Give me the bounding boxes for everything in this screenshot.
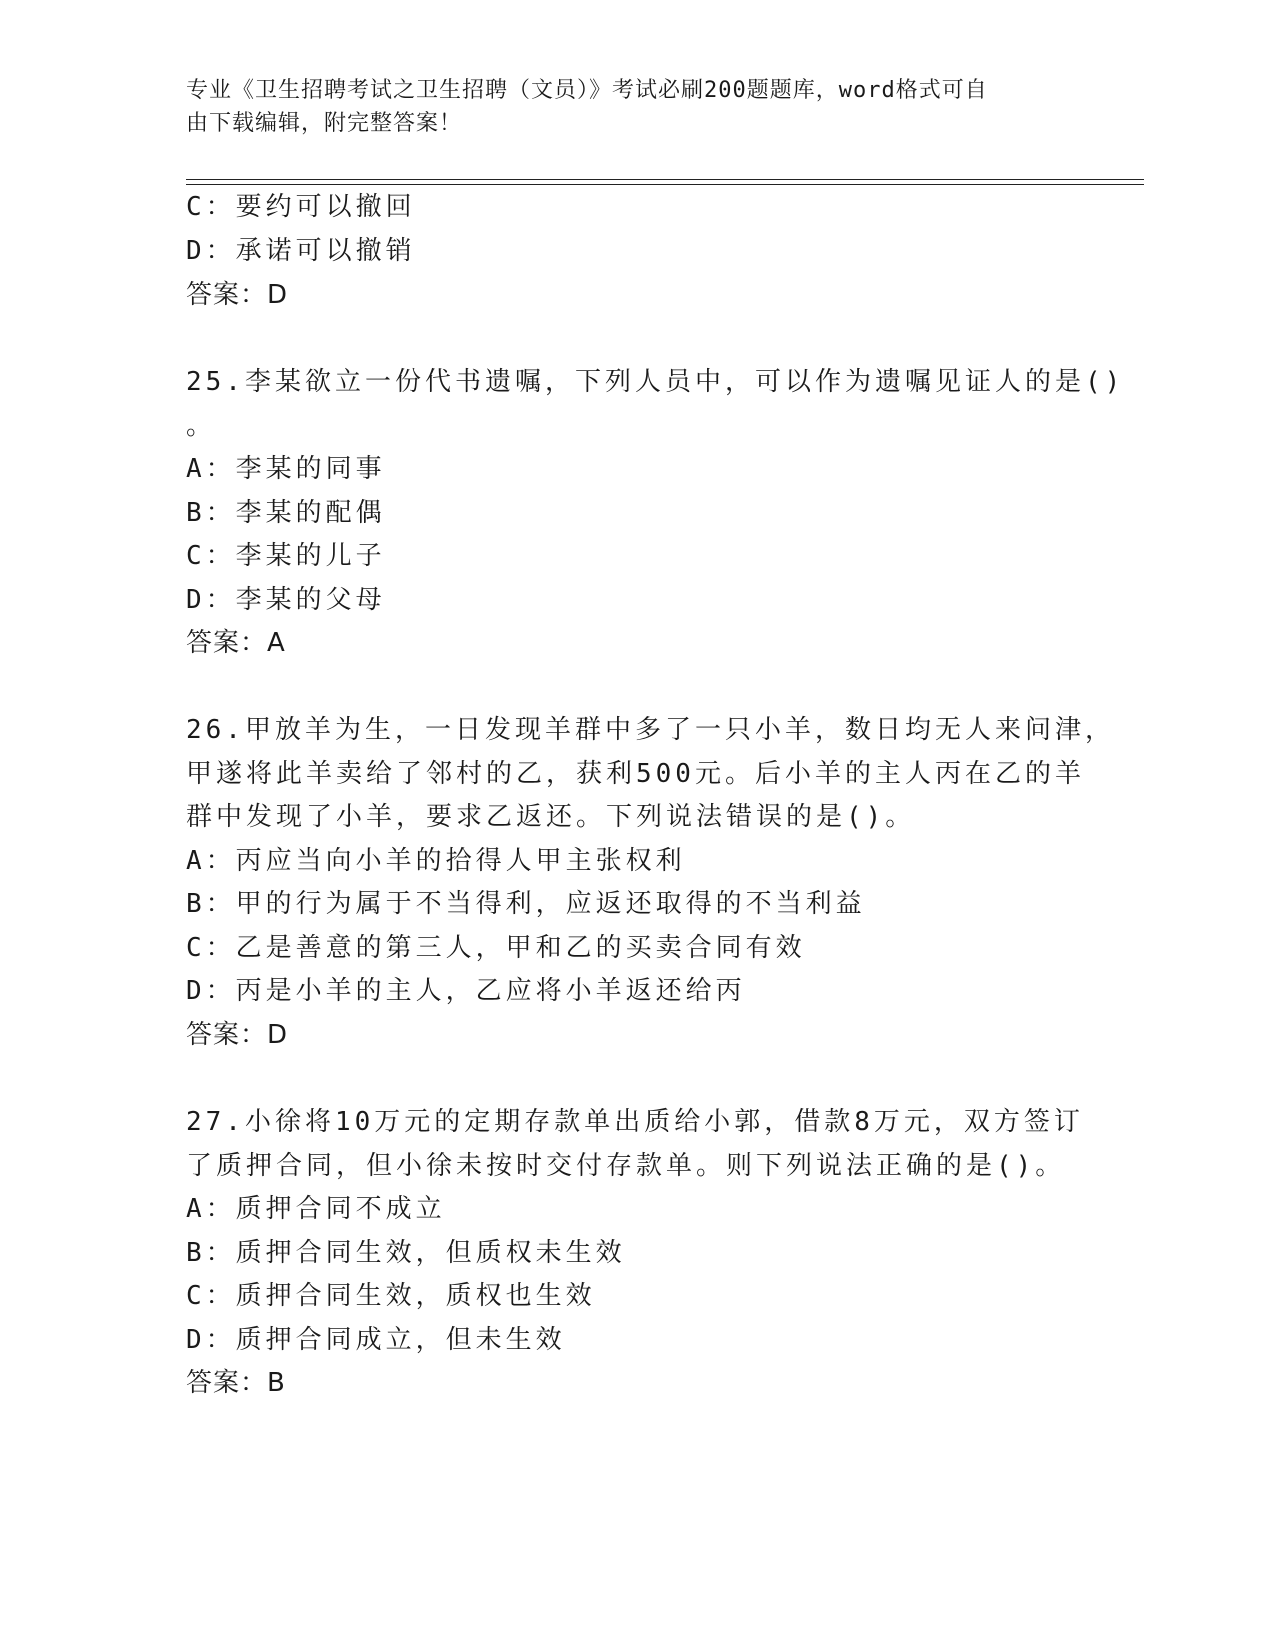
option-d: D：丙是小羊的主人，乙应将小羊返还给丙 (186, 976, 746, 1006)
option-d: D：质押合同成立，但未生效 (186, 1325, 566, 1355)
option-c: C：要约可以撤回 (186, 192, 416, 222)
option-b: B：甲的行为属于不当得利，应返还取得的不当利益 (186, 889, 866, 919)
question-stem: 甲遂将此羊卖给了邻村的乙，获利500元。后小羊的主人丙在乙的羊 (186, 759, 1085, 789)
option-b: B：李某的配偶 (186, 498, 386, 528)
question-stem: 26.甲放羊为生，一日发现羊群中多了一只小羊，数日均无人来问津， (186, 715, 1115, 745)
option-c: C：李某的儿子 (186, 541, 386, 571)
option-c: C：质押合同生效，质权也生效 (186, 1281, 596, 1311)
option-d: D：承诺可以撤销 (186, 236, 416, 266)
option-d: D：李某的父母 (186, 585, 386, 615)
option-a: A：丙应当向小羊的拾得人甲主张权利 (186, 846, 686, 876)
option-a: A：李某的同事 (186, 454, 386, 484)
option-a: A：质押合同不成立 (186, 1194, 446, 1224)
header-divider-top (186, 179, 1144, 180)
answer: 答案：A (186, 628, 286, 658)
option-b: B：质押合同生效，但质权未生效 (186, 1238, 626, 1268)
question-stem: 群中发现了小羊，要求乙返还。下列说法错误的是()。 (186, 802, 916, 832)
question-stem: 25.李某欲立一份代书遗嘱，下列人员中，可以作为遗嘱见证人的是() (186, 367, 1125, 397)
question-stem: 了质押合同，但小徐未按时交付存款单。则下列说法正确的是()。 (186, 1151, 1066, 1181)
question-stem: 27.小徐将10万元的定期存款单出质给小郭，借款8万元，双方签订 (186, 1107, 1084, 1137)
question-stem: 。 (186, 411, 217, 441)
page-header (186, 74, 1066, 140)
header-line-2: 由下载编辑，附完整答案！ (186, 111, 463, 136)
answer: 答案：D (186, 280, 289, 310)
header-line-1: 专业《卫生招聘考试之卫生招聘（文员）》考试必刷200题题库，word格式可自 (186, 78, 988, 103)
option-c: C：乙是善意的第三人，甲和乙的买卖合同有效 (186, 933, 806, 963)
answer: 答案：B (186, 1368, 286, 1398)
answer: 答案：D (186, 1020, 289, 1050)
